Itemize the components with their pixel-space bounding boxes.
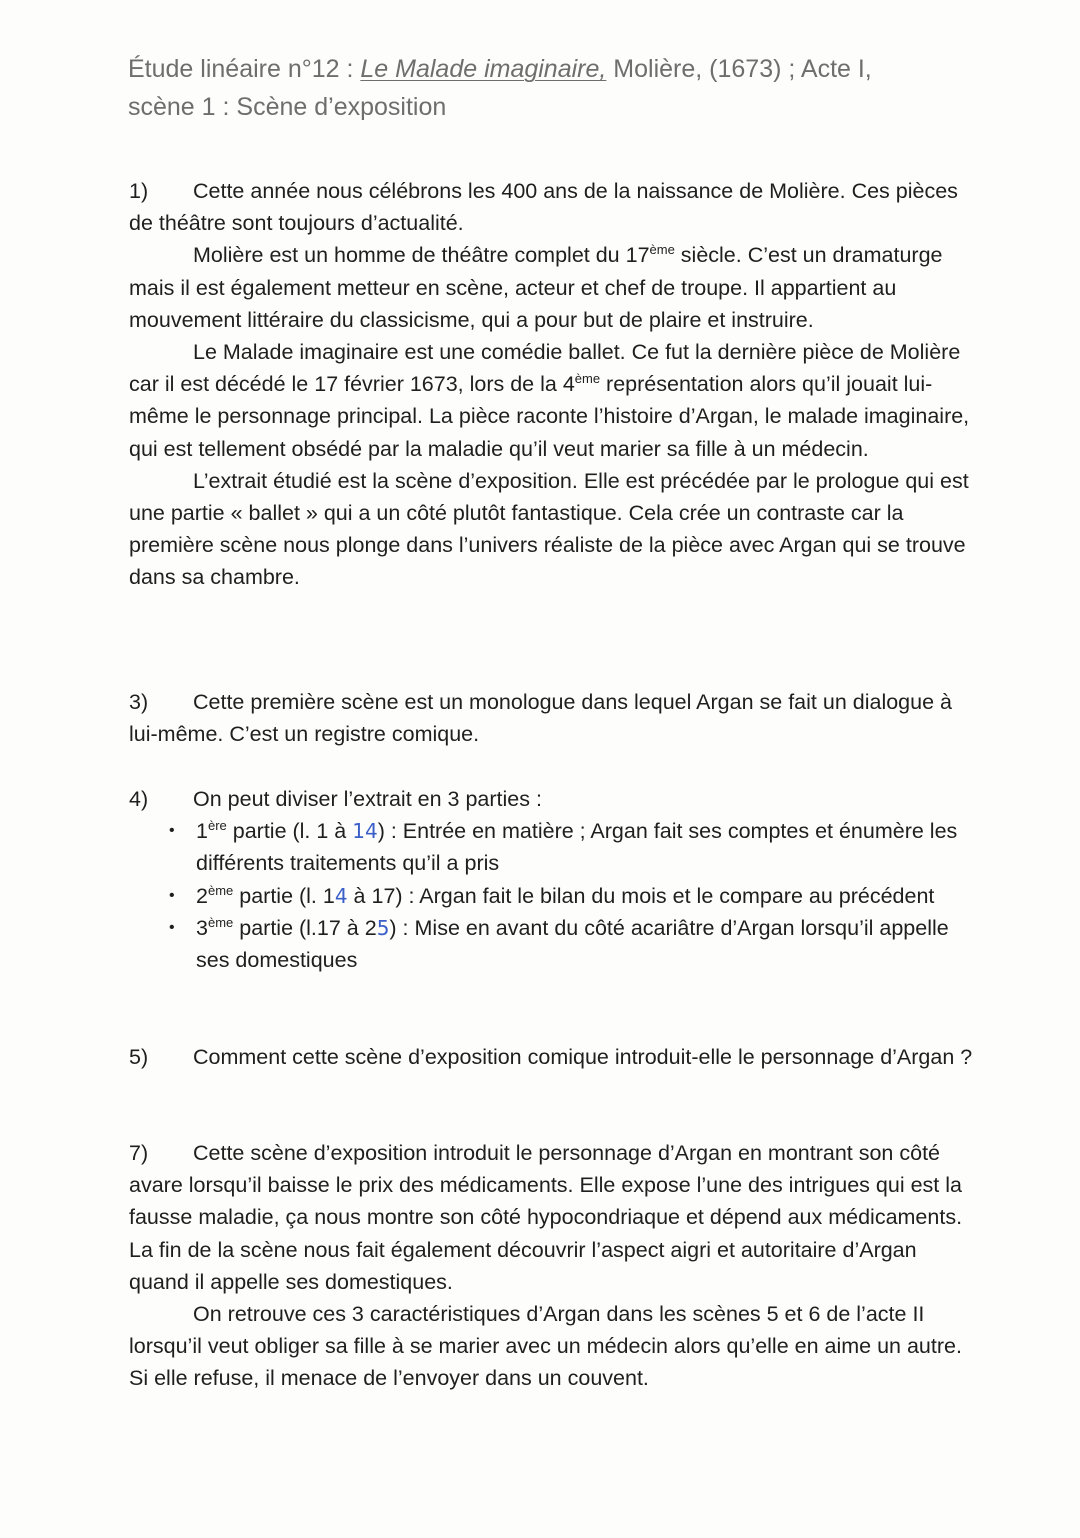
s1-p3-b: représentation alors qu’il jouait lui-même le personnage principal. La pièce raconte l’histoire d’Argan, le malade imaginaire, qui est tellement obsédé par la maladie qu’il veut marier sa fille à un médecin. <box>129 372 970 461</box>
section-4 <box>129 783 979 976</box>
s7-p1-text: Cette scène d’exposition introduit le personnage d’Argan en montrant son côté avare lorsqu’il baisse le prix des médicaments. Elle expose l’une des intrigues qui est la fausse maladie, ça nous montre son côté hypocondriaque et dépend aux médicaments. La fin de la scène nous fait également découvrir l’aspect aigri et autoritaire d’Argan quand il appelle ses domestiques. <box>129 1141 963 1294</box>
s1-p1-text: Cette année nous célébrons les 400 ans de la naissance de Molière. Ces pièces de théâtre sont toujours d’actualité. <box>129 179 958 236</box>
bullet-icon: • <box>169 822 175 840</box>
list-item: • 3ème partie (l.17 à 25) : Mise en avant du côté acariâtre d’Argan lorsqu’il appelle ses domestiques <box>129 912 979 976</box>
s1-p2-sup: ème <box>649 242 675 258</box>
s4-intro-text: On peut diviser l’extrait en 3 parties : <box>193 787 542 811</box>
section-7 <box>129 1137 979 1395</box>
s7-paragraph-1 <box>129 1137 979 1298</box>
title-line2: scène 1 : Scène d’exposition <box>128 93 447 121</box>
s1-p3-sup: ème <box>574 371 601 387</box>
handwritten-correction: 14 <box>352 819 378 844</box>
document-title <box>128 50 1028 126</box>
title-after: Molière, (1673) ; Acte I, <box>606 55 872 83</box>
s7-paragraph-2: On retrouve ces 3 caractéristiques d’Argan dans les scènes 5 et 6 de l’acte II lorsqu’il veut obliger sa fille à se marier avec un médecin alors qu’elle en aime un autre. Si elle refuse, il menace de l’envoyer dans un couvent. <box>129 1302 962 1391</box>
s1-p2-a: Molière est un homme de théâtre complet du 17 <box>193 243 650 268</box>
s1-paragraph-2 <box>129 239 979 336</box>
section-5 <box>129 1041 979 1073</box>
s1-p2-b: siècle. C’est un dramaturge mais il est également metteur en scène, acteur et chef de troupe. Il appartient au mouvement littéraire du classicisme, qui a pour but de plaire et instruire. <box>129 243 943 332</box>
section-3 <box>129 686 979 750</box>
s7-number: 7) <box>129 1141 149 1165</box>
s1-p3-a: Le Malade imaginaire est une comédie ballet. Ce fut la dernière pièce de Molière car il est décédé le 17 février 1673, lors de la 4 <box>129 340 961 397</box>
handwritten-correction: 5 <box>376 915 390 940</box>
s3-number: 3) <box>129 690 149 714</box>
s5-paragraph <box>129 1041 979 1073</box>
s1-paragraph-4: L’extrait étudié est la scène d’exposition. Elle est précédée par le prologue qui est une partie « ballet » qui a un côté plutôt fantastique. Cela crée un contraste car la première scène nous plonge dans l’univers réaliste de la pièce avec Argan qui se trouve dans sa chambre. <box>129 468 969 590</box>
s1-number: 1) <box>129 179 149 203</box>
s3-paragraph <box>129 686 979 750</box>
bullet-icon: • <box>169 886 175 904</box>
title-work: Le Malade imaginaire, <box>360 55 607 83</box>
parts-list <box>129 815 979 976</box>
section-1 <box>129 175 979 594</box>
s1-paragraph-1 <box>129 175 979 239</box>
s4-intro <box>129 783 979 815</box>
s3-text: Cette première scène est un monologue dans lequel Argan se fait un dialogue à lui-même. C’est un registre comique. <box>129 690 952 747</box>
handwritten-correction: 4 <box>334 883 348 908</box>
bullet-icon: • <box>169 918 175 936</box>
s5-number: 5) <box>129 1045 149 1069</box>
s5-text: Comment cette scène d’exposition comique introduit-elle le personnage d’Argan ? <box>193 1045 973 1069</box>
s4-number: 4) <box>129 787 149 811</box>
title-prefix: Étude linéaire n°12 : <box>128 55 361 83</box>
list-item: • 1ère partie (l. 1 à 14) : Entrée en matière ; Argan fait ses comptes et énumère les différents traitements qu’il a pris <box>129 815 979 879</box>
list-item: • 2ème partie (l. 14 à 17) : Argan fait le bilan du mois et le compare au précédent <box>129 880 979 912</box>
s1-paragraph-3 <box>129 336 979 465</box>
